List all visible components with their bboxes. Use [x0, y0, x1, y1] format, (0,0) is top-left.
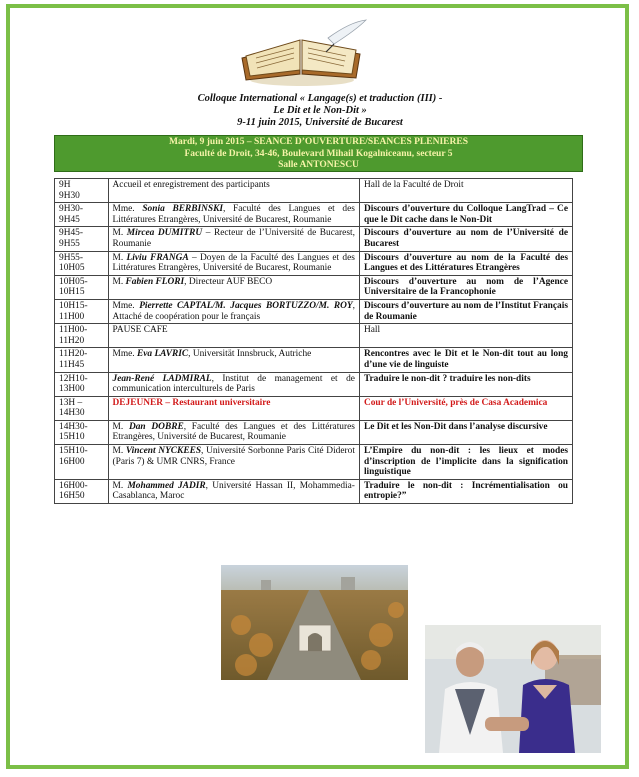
- banner-line-1: Mardi, 9 juin 2015 – SEANCE D’OUVERTURE/SEANCES PLENIERES: [169, 137, 468, 147]
- session-speaker: Mme. Sonia BERBINSKI, Faculté des Langues et des Littératures Etrangères, Université de Bucarest, Roumanie: [108, 203, 359, 227]
- speaker-name: Sonia BERBINSKI: [142, 204, 223, 215]
- session-time: 10H15- 11H00: [55, 299, 109, 323]
- program-table-body: [55, 179, 573, 504]
- colloquium-heading: [60, 93, 580, 129]
- session-title: Traduire le non-dit ? traduire les non-dits: [359, 372, 572, 396]
- session-time: 14H30- 15H10: [55, 420, 109, 444]
- speaker-name: Fabien FLORI: [125, 276, 185, 287]
- program-row: [55, 372, 573, 396]
- program-row: [55, 420, 573, 444]
- banner-line-3: Salle ANTONESCU: [278, 160, 359, 170]
- speaker-name: Vincent NYCKEES: [125, 446, 202, 457]
- program-row: [55, 445, 573, 480]
- session-speaker: M. Mircea DUMITRU – Recteur de l’Université de Bucarest, Roumanie: [108, 227, 359, 251]
- session-title: Le Dit et les Non-Dit dans l’analyse discursive: [359, 420, 572, 444]
- session-speaker: Jean-René LADMIRAL, Institut de management et de communication interculturels de Paris: [108, 372, 359, 396]
- session-time: 9H45- 9H55: [55, 227, 109, 251]
- speaker-name: Jean-René LADMIRAL: [112, 373, 212, 384]
- session-title: Discours d’ouverture au nom de l’Université de Bucarest: [359, 227, 572, 251]
- session-speaker: PAUSE CAFE: [108, 324, 359, 348]
- session-title: Hall de la Faculté de Droit: [359, 179, 572, 203]
- session-time: 9H55- 10H05: [55, 251, 109, 275]
- session-speaker: M. Liviu FRANGA – Doyen de la Faculté des Langues et des Littératures Etrangères, Université de Bucarest, Roumanie: [108, 251, 359, 275]
- program-row: [55, 348, 573, 372]
- program-row: [55, 227, 573, 251]
- session-title: Traduire le non-dit : Incrémentialisation ou entropie?”: [359, 479, 572, 503]
- speaker-name: Mohammed JADIR: [127, 480, 206, 491]
- session-speaker: Mme. Eva LAVRIC, Universität Innsbruck, Autriche: [108, 348, 359, 372]
- speaker-name: Mircea DUMITRU: [126, 228, 203, 239]
- program-table: [54, 178, 573, 504]
- session-time: 13H – 14H30: [55, 396, 109, 420]
- session-speaker: M. Vincent NYCKEES, Université Sorbonne Paris Cité Diderot (Paris 7) & UMR CNRS, France: [108, 445, 359, 480]
- session-speaker: DEJEUNER – Restaurant universitaire: [108, 396, 359, 420]
- program-row: [55, 479, 573, 503]
- book-illustration: [232, 18, 372, 88]
- heading-line-2: Le Dit et le Non-Dit »: [273, 105, 367, 116]
- heading-line-1: Colloque International « Langage(s) et traduction (III) -: [197, 93, 443, 104]
- session-time: 11H20- 11H45: [55, 348, 109, 372]
- program-row: [55, 324, 573, 348]
- bucharest-aerial-photo: [221, 565, 408, 680]
- session-speaker: M. Mohammed JADIR, Université Hassan II, Mohammedia-Casablanca, Maroc: [108, 479, 359, 503]
- participants-photo: [425, 625, 601, 753]
- session-speaker: Mme. Pierrette CAPTAL/M. Jacques BORTUZZO/M. ROY, Attaché de coopération pour le français: [108, 299, 359, 323]
- session-speaker: M. Dan DOBRE, Faculté des Langues et des Littératures Etrangères, Université de Bucarest, Roumanie: [108, 420, 359, 444]
- speaker-name: Dan DOBRE: [128, 421, 184, 432]
- banner-line-2: Faculté de Droit, 34-46, Boulevard Mihail Kogalniceanu, secteur 5: [184, 148, 453, 159]
- session-title: L’Empire du non-dit : les lieux et modes d’inscription de l’implicite dans la signification linguistique: [359, 445, 572, 480]
- speaker-name: Eva LAVRIC: [137, 349, 189, 360]
- session-title: Discours d’ouverture au nom de l’Institut Français de Roumanie: [359, 299, 572, 323]
- heading-line-3: 9-11 juin 2015, Université de Bucarest: [237, 117, 403, 128]
- program-row: [55, 179, 573, 203]
- program-row: [55, 275, 573, 299]
- session-time: 15H10- 16H00: [55, 445, 109, 480]
- speaker-name: Pierrette CAPTAL/M. Jacques BORTUZZO/M. ROY: [139, 300, 353, 311]
- program-row: [55, 251, 573, 275]
- session-title: Hall: [359, 324, 572, 348]
- session-time: 16H00- 16H50: [55, 479, 109, 503]
- program-row: [55, 299, 573, 323]
- session-speaker: Accueil et enregistrement des participants: [108, 179, 359, 203]
- speaker-name: Liviu FRANGA: [126, 252, 189, 263]
- session-banner: [54, 135, 583, 172]
- session-speaker: M. Fabien FLORI, Directeur AUF BECO: [108, 275, 359, 299]
- session-title: Cour de l’Université, près de Casa Academica: [359, 396, 572, 420]
- session-time: 12H10- 13H00: [55, 372, 109, 396]
- session-time: 9H 9H30: [55, 179, 109, 203]
- session-time: 9H30- 9H45: [55, 203, 109, 227]
- session-title: Discours d’ouverture au nom de l’Agence Universitaire de la Francophonie: [359, 275, 572, 299]
- session-time: 11H00- 11H20: [55, 324, 109, 348]
- session-time: 10H05- 10H15: [55, 275, 109, 299]
- program-row: [55, 203, 573, 227]
- program-row: [55, 396, 573, 420]
- session-title: Rencontres avec le Dit et le Non-dit tout au long d’une vie de linguiste: [359, 348, 572, 372]
- session-title: Discours d’ouverture du Colloque LangTrad – Ce que le Dit cache dans le Non-Dit: [359, 203, 572, 227]
- session-title: Discours d’ouverture au nom de la Faculté des Langues et des Littératures Etrangères: [359, 251, 572, 275]
